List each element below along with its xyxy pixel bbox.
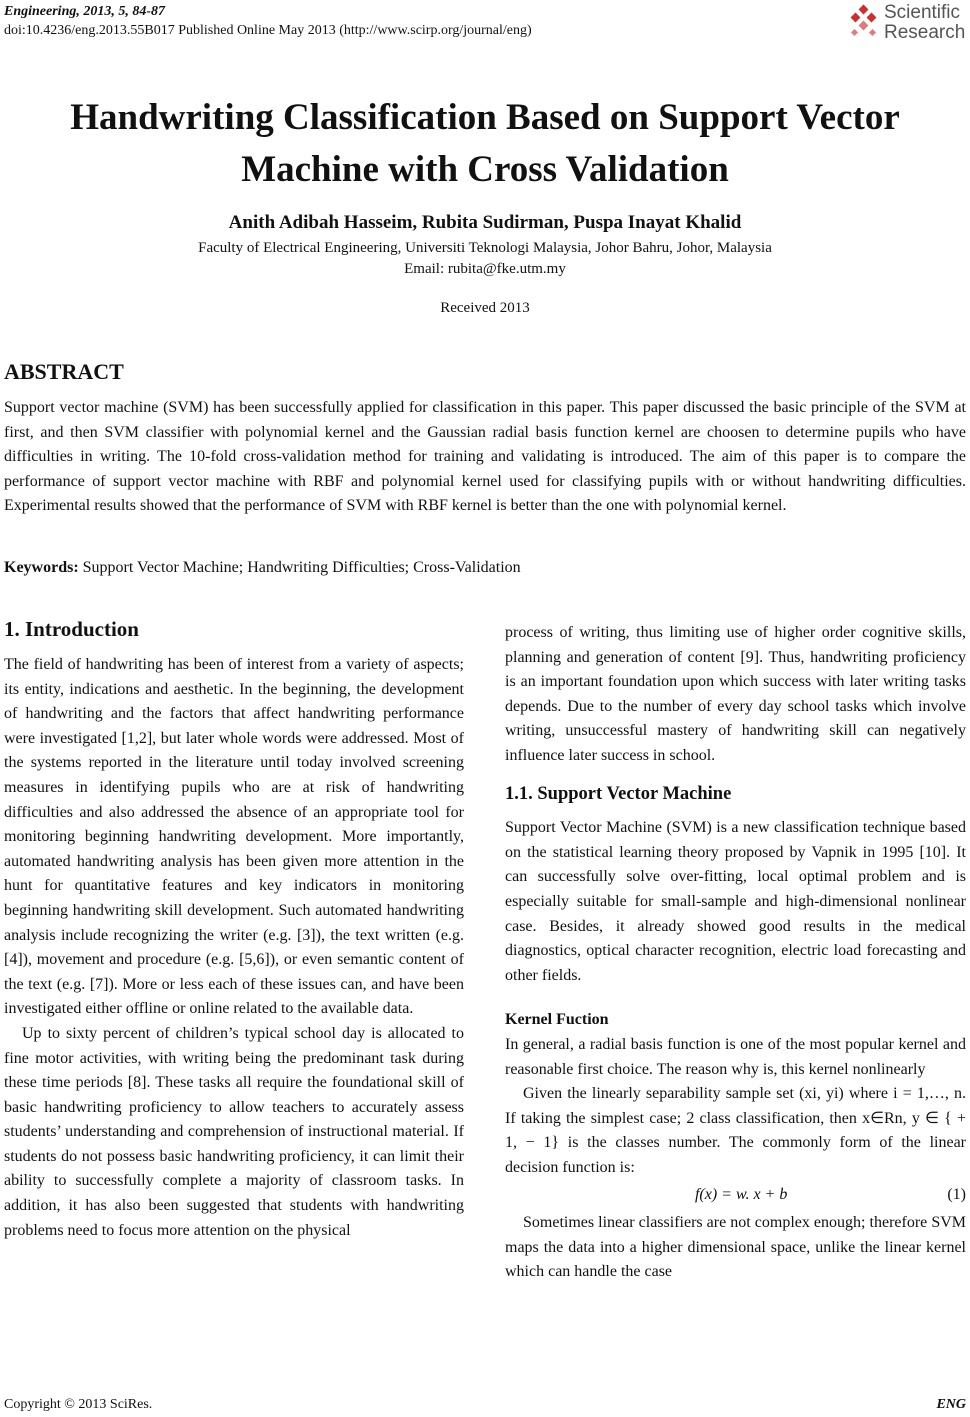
nonlinear-paragraph: Sometimes linear classifiers are not complex enough; therefore SVM maps the data into a higher dimensional space, unlike the linear kernel which can handle the case: [505, 1214, 966, 1281]
paper-title: [0, 92, 970, 196]
section-heading-introduction: 1. Introduction: [4, 617, 139, 641]
abstract-heading: ABSTRACT: [4, 359, 124, 384]
logo-icon: [846, 4, 882, 40]
email: Email: rubita@fke.utm.my: [404, 261, 566, 277]
keywords-list: Support Vector Machine; Handwriting Difficulties; Cross-Validation: [78, 559, 521, 576]
doi-line: doi:10.4236/eng.2013.55B017 Published Online May 2013 (http://www.scirp.org/journal/eng): [4, 23, 532, 38]
publisher-logo: [846, 2, 966, 44]
kernel-function-heading: Kernel Fuction: [505, 1011, 609, 1029]
linear-separability-paragraph: Given the linearly separability sample set (xi, yi) where i = 1,…, n. If taking the simplest case; 2 class classification, then x∈Rn, y ∈ { + 1, − 1} is the classes number. The commonly form of the linear decision function is:: [505, 1085, 966, 1176]
intro-paragraph-1: The field of handwriting has been of interest from a variety of aspects; its entity, indications and aesthetic. In the beginning, the development of handwriting and the factors that affect handwriting performance were investigated [1,2], but later whole words were addressed. Most of the systems reported in the literature until today involved screening measures in identifying pupils who are at risk of handwriting difficulties and also addressed the absence of an appropriate tool for monitoring beginning handwriting development. More importantly, automated handwriting analysis has been given more attention in the hunt for quantitative features and key indicators in monitoring beginning handwriting skill development. Such automated handwriting analysis include recognizing the writer (e.g. [3]), the text written (e.g. [4]), movement and procedure (e.g. [5,6]), or even semantic content of the text (e.g. [7]). More or less each of these issues can, and have been investigated either offline or online related to the available data.: [4, 656, 464, 1018]
journal-header: [4, 2, 532, 40]
keywords-label: Keywords:: [4, 559, 79, 576]
journal-name: Engineering: [4, 4, 77, 19]
title-line-2: Machine with Cross Validation: [241, 149, 729, 190]
kernel-paragraph: In general, a radial basis function is one of the most popular kernel and reasonable first choice. The reason why is, this kernel nonlinearly: [505, 1035, 966, 1078]
title-line-1: Handwriting Classification Based on Support Vector: [70, 97, 900, 138]
abstract-text: Support vector machine (SVM) has been successfully applied for classification in this paper. This paper discussed the basic principle of the SVM at first, and then SVM classifier with polynomial kernel and the Gaussian radial basis function kernel are choosen to determine pupils who have difficulties in writing. The 10-fold cross-validation method for training and validating is introduced. The aim of this paper is to compare the performance of support vector machine with RBF and polynomial kernel used for classifying pupils with or without handwriting difficulties. Experimental results showed that the performance of SVM with RBF kernel is better than the one with polynomial kernel.: [4, 399, 966, 514]
equation-expression: f(x) = w. x + b: [694, 1186, 788, 1204]
left-column: [4, 653, 464, 1243]
right-column: [505, 621, 966, 1285]
footer-journal-abbr: ENG: [936, 1397, 966, 1412]
keywords: [4, 559, 521, 577]
logo-text-research: Research: [884, 22, 966, 43]
footer-copyright: Copyright © 2013 SciRes.: [4, 1397, 153, 1412]
journal-issue: , 2013, 5, 84-87: [76, 4, 166, 19]
logo-text-scientific: Scientific: [884, 2, 961, 23]
authors: Anith Adibah Hasseim, Rubita Sudirman, Puspa Inayat Khalid: [228, 212, 742, 233]
equation-1: [505, 1183, 966, 1208]
intro-paragraph-3: process of writing, thus limiting use of higher order cognitive skills, planning and generation of content [9]. Thus, handwriting proficiency is an important foundation upon which success with later writing tasks depends. Due to the number of every day school tasks which involve writing, unsuccessful mastery of handwriting skill can negatively influence later success in school.: [505, 624, 966, 764]
svm-paragraph: Support Vector Machine (SVM) is a new classification technique based on the statistical learning theory proposed by Vapnik in 1995 [10]. It can successfully solve over-fitting, local optimal problem and is especially suitable for small-sample and high-dimensional nonlinear case. Besides, it already showed good results in the medical diagnostics, optical character recognition, electric load forecasting and other fields.: [505, 819, 966, 984]
affiliation: Faculty of Electrical Engineering, Universiti Teknologi Malaysia, Johor Bahru, Johor, Malaysia: [198, 240, 772, 256]
equation-number: (1): [947, 1186, 966, 1204]
received-date: Received 2013: [440, 300, 530, 316]
affiliation-block: [0, 238, 970, 280]
intro-paragraph-2: Up to sixty percent of children’s typical school day is allocated to fine motor activities, with writing being the predominant task during these time periods [8]. These tasks all require the foundational skill of basic handwriting proficiency to allow teachers to accurately assess students’ understanding and comprehension of instructional material. If students do not possess basic handwriting proficiency, it can limit their ability to successfully complete a majority of classroom tasks. In addition, it has also been suggested that students with handwriting problems need to focus more attention on the physical: [4, 1024, 464, 1239]
subsection-heading-svm: 1.1. Support Vector Machine: [505, 783, 732, 804]
